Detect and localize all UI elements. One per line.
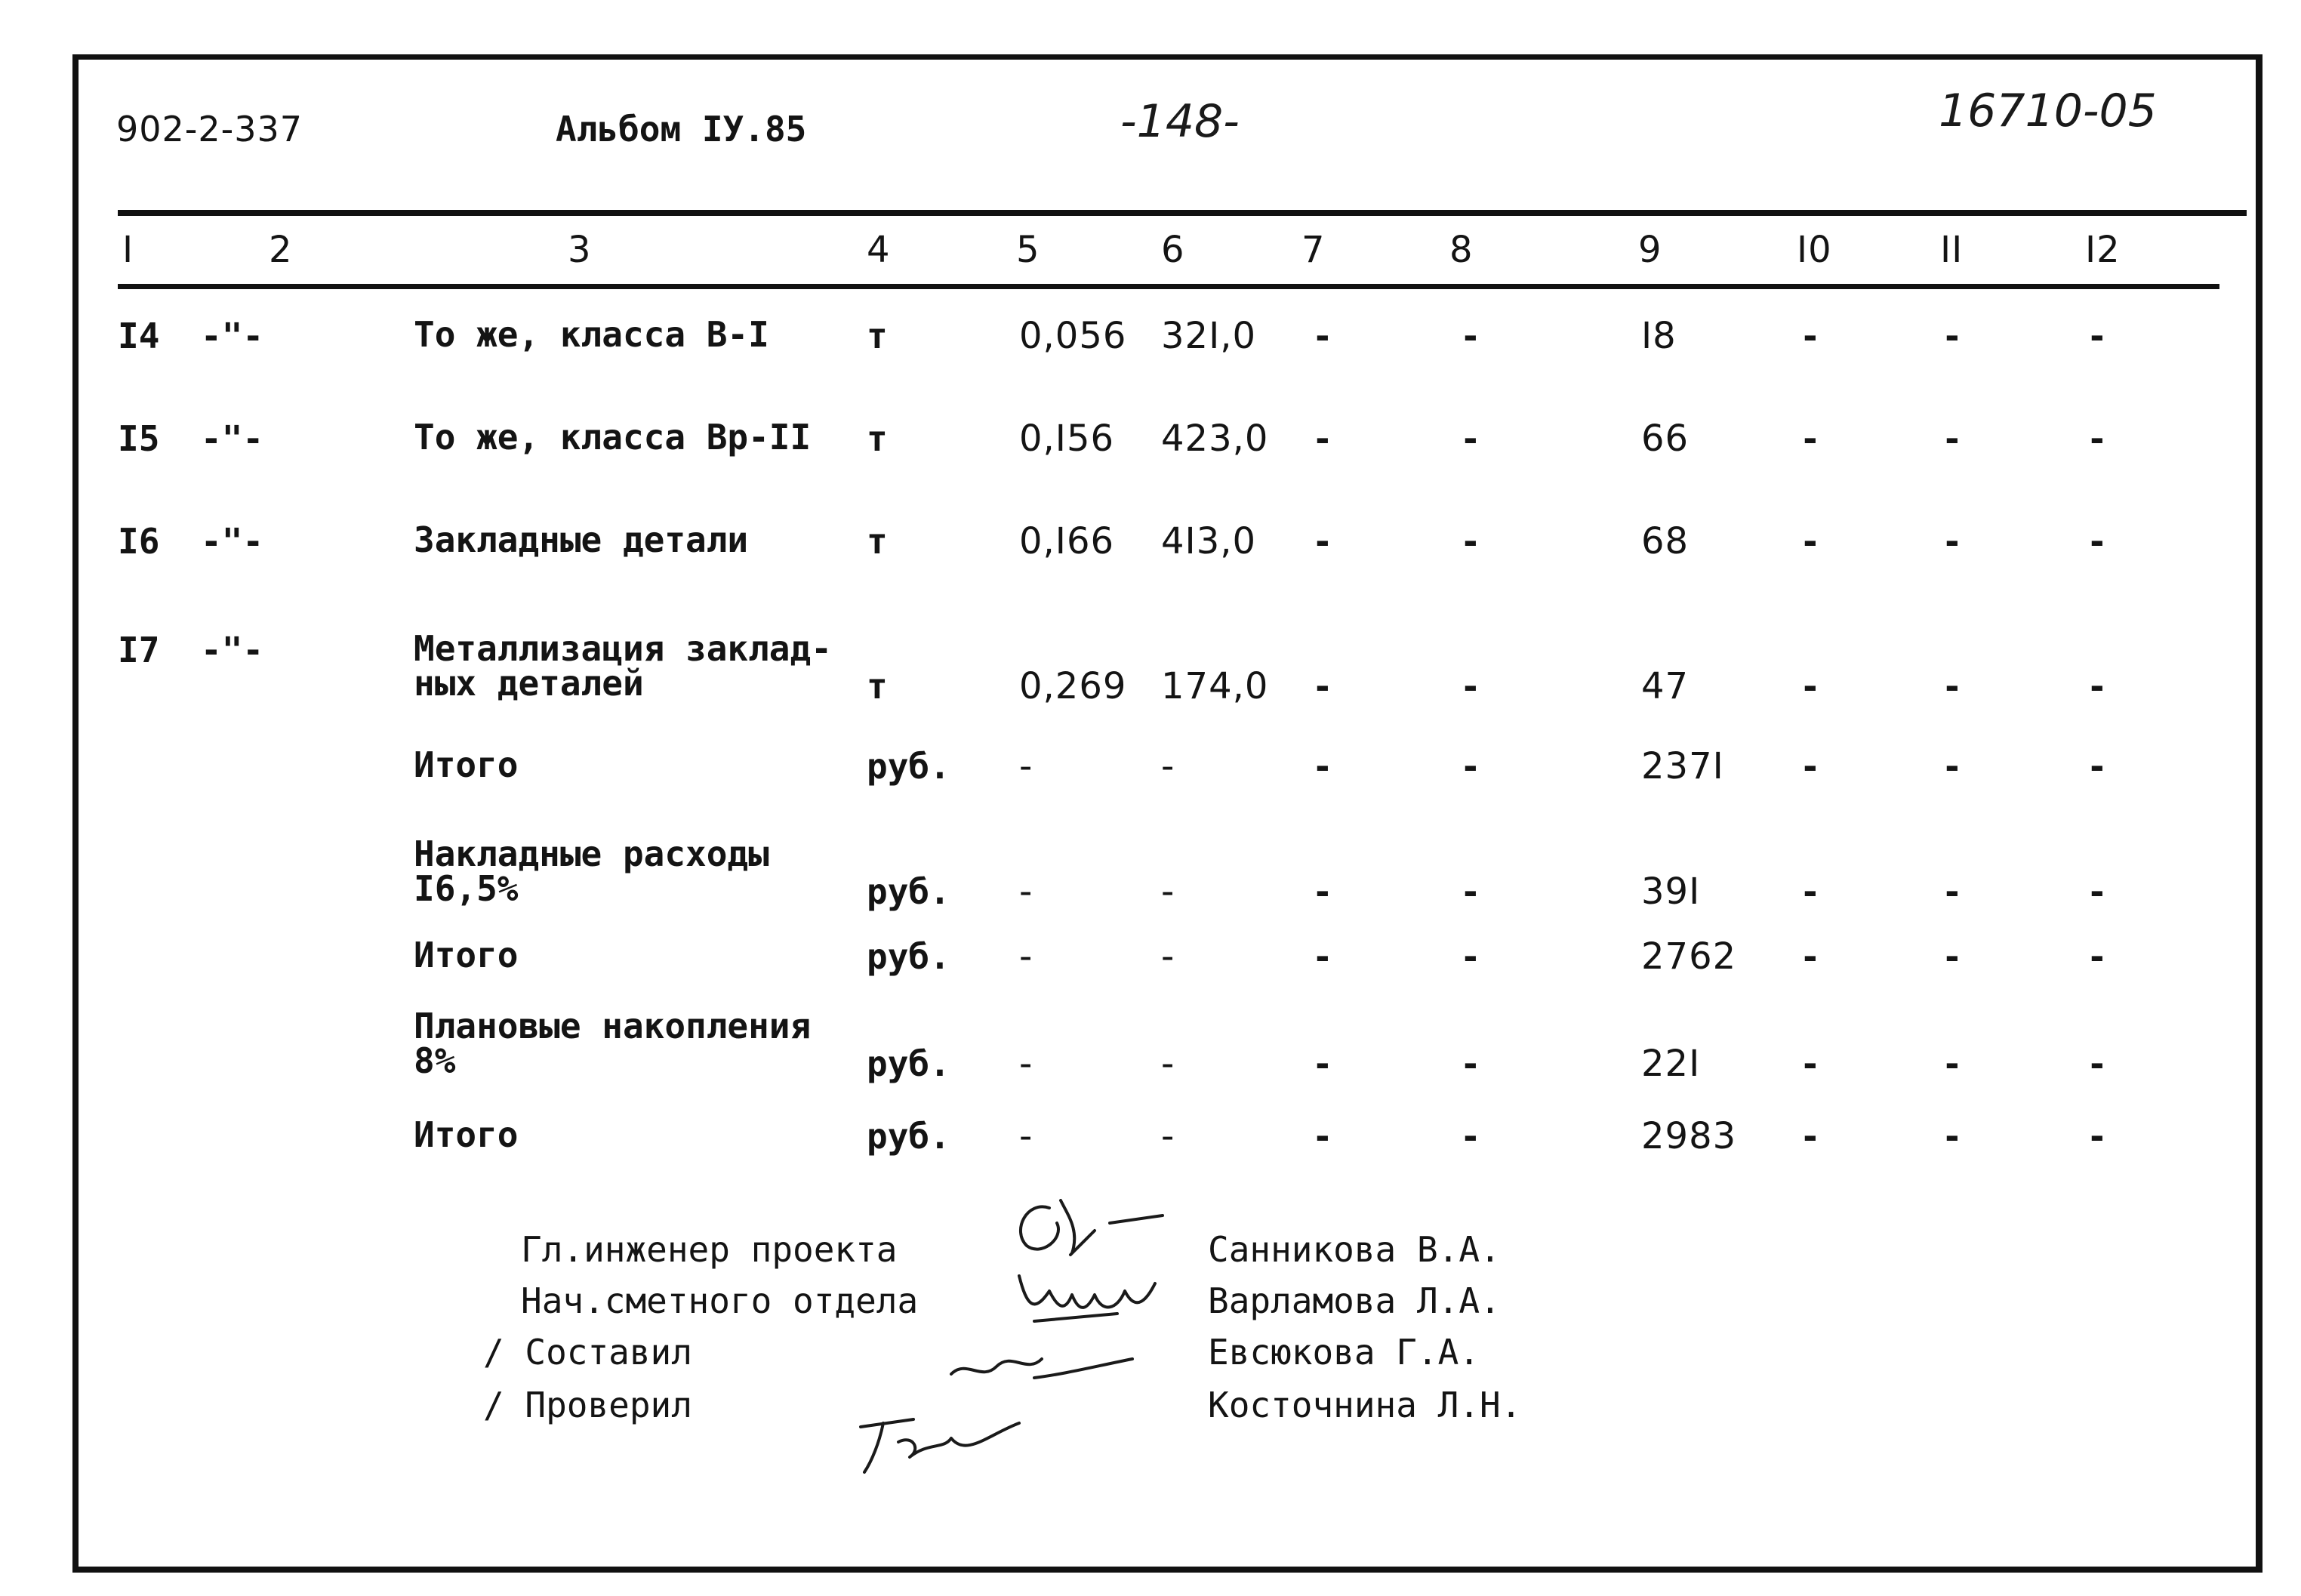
cell-c8: -: [1460, 666, 1481, 707]
cell-c6: 423,0: [1161, 417, 1269, 460]
signature-role: Гл.инженер проекта: [521, 1229, 898, 1270]
cell-name: То же, класса В-I: [414, 314, 769, 355]
column-number: I: [122, 229, 134, 271]
cell-c9: 47: [1641, 665, 1690, 707]
cell-c11: -: [1942, 1043, 1963, 1084]
cell-c10: -: [1800, 521, 1821, 562]
cell-c8: -: [1460, 521, 1481, 562]
cell-no: I6: [118, 521, 160, 562]
cell-c12: -: [2087, 521, 2108, 562]
document-code: 16710-05: [1939, 85, 2157, 137]
cell-c7: -: [1312, 418, 1333, 459]
cell-c12: -: [2087, 746, 2108, 787]
cell-c7: -: [1312, 746, 1333, 787]
cell-c12: -: [2087, 936, 2108, 977]
cell-name: Итого: [414, 744, 519, 785]
cell-c6: -: [1161, 935, 1175, 978]
cell-c9: 237I: [1641, 745, 1724, 787]
cell-unit: т: [867, 418, 888, 459]
cell-c5: -: [1019, 870, 1033, 913]
cell-c9: 39I: [1641, 870, 1701, 913]
cell-c12: -: [2087, 1043, 2108, 1084]
cell-c11: -: [1942, 521, 1963, 562]
column-number: 5: [1016, 229, 1040, 271]
cell-c5: -: [1019, 745, 1033, 787]
cell-c6: -: [1161, 1043, 1175, 1085]
cell-c7: -: [1312, 1116, 1333, 1157]
signature-role: Нач.сметного отдела: [521, 1280, 919, 1321]
cell-c8: -: [1460, 316, 1481, 356]
signature-role: / Проверил: [483, 1385, 692, 1425]
cell-no: I7: [118, 630, 160, 670]
cell-c5: 0,056: [1019, 315, 1127, 357]
cell-c11: -: [1942, 936, 1963, 977]
cell-c7: -: [1312, 666, 1333, 707]
column-number: 9: [1638, 229, 1662, 271]
cell-c6: -: [1161, 1115, 1175, 1157]
cell-name: Итого: [414, 935, 519, 975]
signature-name: Санникова В.А.: [1208, 1229, 1501, 1270]
cell-c10: -: [1800, 666, 1821, 707]
cell-c5: -: [1019, 1115, 1033, 1157]
cell-c12: -: [2087, 1116, 2108, 1157]
column-number: 4: [867, 229, 891, 271]
signature-name: Косточнина Л.Н.: [1208, 1385, 1522, 1425]
cell-c10: -: [1800, 1043, 1821, 1084]
cell-unit: руб.: [867, 871, 950, 912]
cell-name: То же, класса Вр-II: [414, 417, 812, 458]
cell-c11: -: [1942, 666, 1963, 707]
cell-c6: 4I3,0: [1161, 520, 1257, 562]
cell-c8: -: [1460, 936, 1481, 977]
cell-c7: -: [1312, 1043, 1333, 1084]
cell-c7: -: [1312, 316, 1333, 356]
signature-name: Евсюкова Г.А.: [1208, 1332, 1480, 1373]
cell-no: I5: [118, 418, 160, 459]
cell-c6: -: [1161, 745, 1175, 787]
cell-name: Плановые накопления 8%: [414, 1006, 812, 1081]
cell-name: Итого: [414, 1114, 519, 1155]
cell-ref: -"-: [201, 521, 264, 562]
cell-c11: -: [1942, 1116, 1963, 1157]
cell-c5: 0,269: [1019, 665, 1127, 707]
signature-role: / Составил: [483, 1332, 692, 1373]
cell-c10: -: [1800, 316, 1821, 356]
cell-c6: 174,0: [1161, 665, 1269, 707]
page-number: -148-: [1120, 95, 1240, 148]
cell-unit: т: [867, 521, 888, 562]
cell-c11: -: [1942, 871, 1963, 912]
cell-c10: -: [1800, 871, 1821, 912]
cell-c5: -: [1019, 1043, 1033, 1085]
cell-name: Накладные расходы I6,5%: [414, 833, 769, 909]
column-number: 2: [269, 229, 293, 271]
cell-unit: т: [867, 666, 888, 707]
column-number: I2: [2085, 229, 2121, 271]
cell-name: Закладные детали: [414, 519, 749, 560]
cell-c12: -: [2087, 418, 2108, 459]
cell-unit: т: [867, 316, 888, 356]
column-number: I0: [1797, 229, 1832, 271]
cell-unit: руб.: [867, 1116, 950, 1157]
cell-no: I4: [118, 316, 160, 356]
column-number: 3: [568, 229, 592, 271]
page-frame: [72, 54, 2262, 1573]
cell-c5: -: [1019, 935, 1033, 978]
signature-name: Варламова Л.А.: [1208, 1280, 1501, 1321]
cell-name: Металлизация заклад- ных деталей: [414, 628, 832, 704]
cell-c12: -: [2087, 666, 2108, 707]
cell-c9: 68: [1641, 520, 1690, 562]
cell-c9: I8: [1641, 315, 1677, 357]
cell-c6: -: [1161, 870, 1175, 913]
header-rule-top: [118, 210, 2247, 216]
cell-c7: -: [1312, 521, 1333, 562]
cell-c9: 22I: [1641, 1043, 1701, 1085]
signature-mark-4: [838, 1397, 1064, 1480]
cell-c5: 0,I66: [1019, 520, 1115, 562]
cell-ref: -"-: [201, 630, 264, 670]
cell-c8: -: [1460, 1116, 1481, 1157]
cell-c8: -: [1460, 871, 1481, 912]
cell-ref: -"-: [201, 418, 264, 459]
cell-c10: -: [1800, 746, 1821, 787]
cell-ref: -"-: [201, 316, 264, 356]
cell-c8: -: [1460, 418, 1481, 459]
cell-c8: -: [1460, 746, 1481, 787]
cell-c12: -: [2087, 316, 2108, 356]
cell-c6: 32I,0: [1161, 315, 1257, 357]
cell-c5: 0,I56: [1019, 417, 1115, 460]
cell-c10: -: [1800, 1116, 1821, 1157]
album-label: Альбом IУ.85: [556, 109, 807, 149]
cell-unit: руб.: [867, 1043, 950, 1084]
cell-c10: -: [1800, 936, 1821, 977]
cell-c11: -: [1942, 746, 1963, 787]
cell-c9: 2983: [1641, 1115, 1737, 1157]
cell-c12: -: [2087, 871, 2108, 912]
cell-c8: -: [1460, 1043, 1481, 1084]
header-rule-bottom: [118, 284, 2219, 289]
cell-c7: -: [1312, 871, 1333, 912]
cell-c11: -: [1942, 418, 1963, 459]
cell-c11: -: [1942, 316, 1963, 356]
series-number: 902-2-337: [116, 109, 303, 149]
cell-c10: -: [1800, 418, 1821, 459]
column-number: 6: [1161, 229, 1185, 271]
cell-c9: 2762: [1641, 935, 1737, 978]
column-number: 7: [1301, 229, 1326, 271]
cell-c9: 66: [1641, 417, 1690, 460]
cell-unit: руб.: [867, 936, 950, 977]
cell-c7: -: [1312, 936, 1333, 977]
column-number: 8: [1449, 229, 1474, 271]
cell-unit: руб.: [867, 746, 950, 787]
column-number: II: [1940, 229, 1964, 271]
